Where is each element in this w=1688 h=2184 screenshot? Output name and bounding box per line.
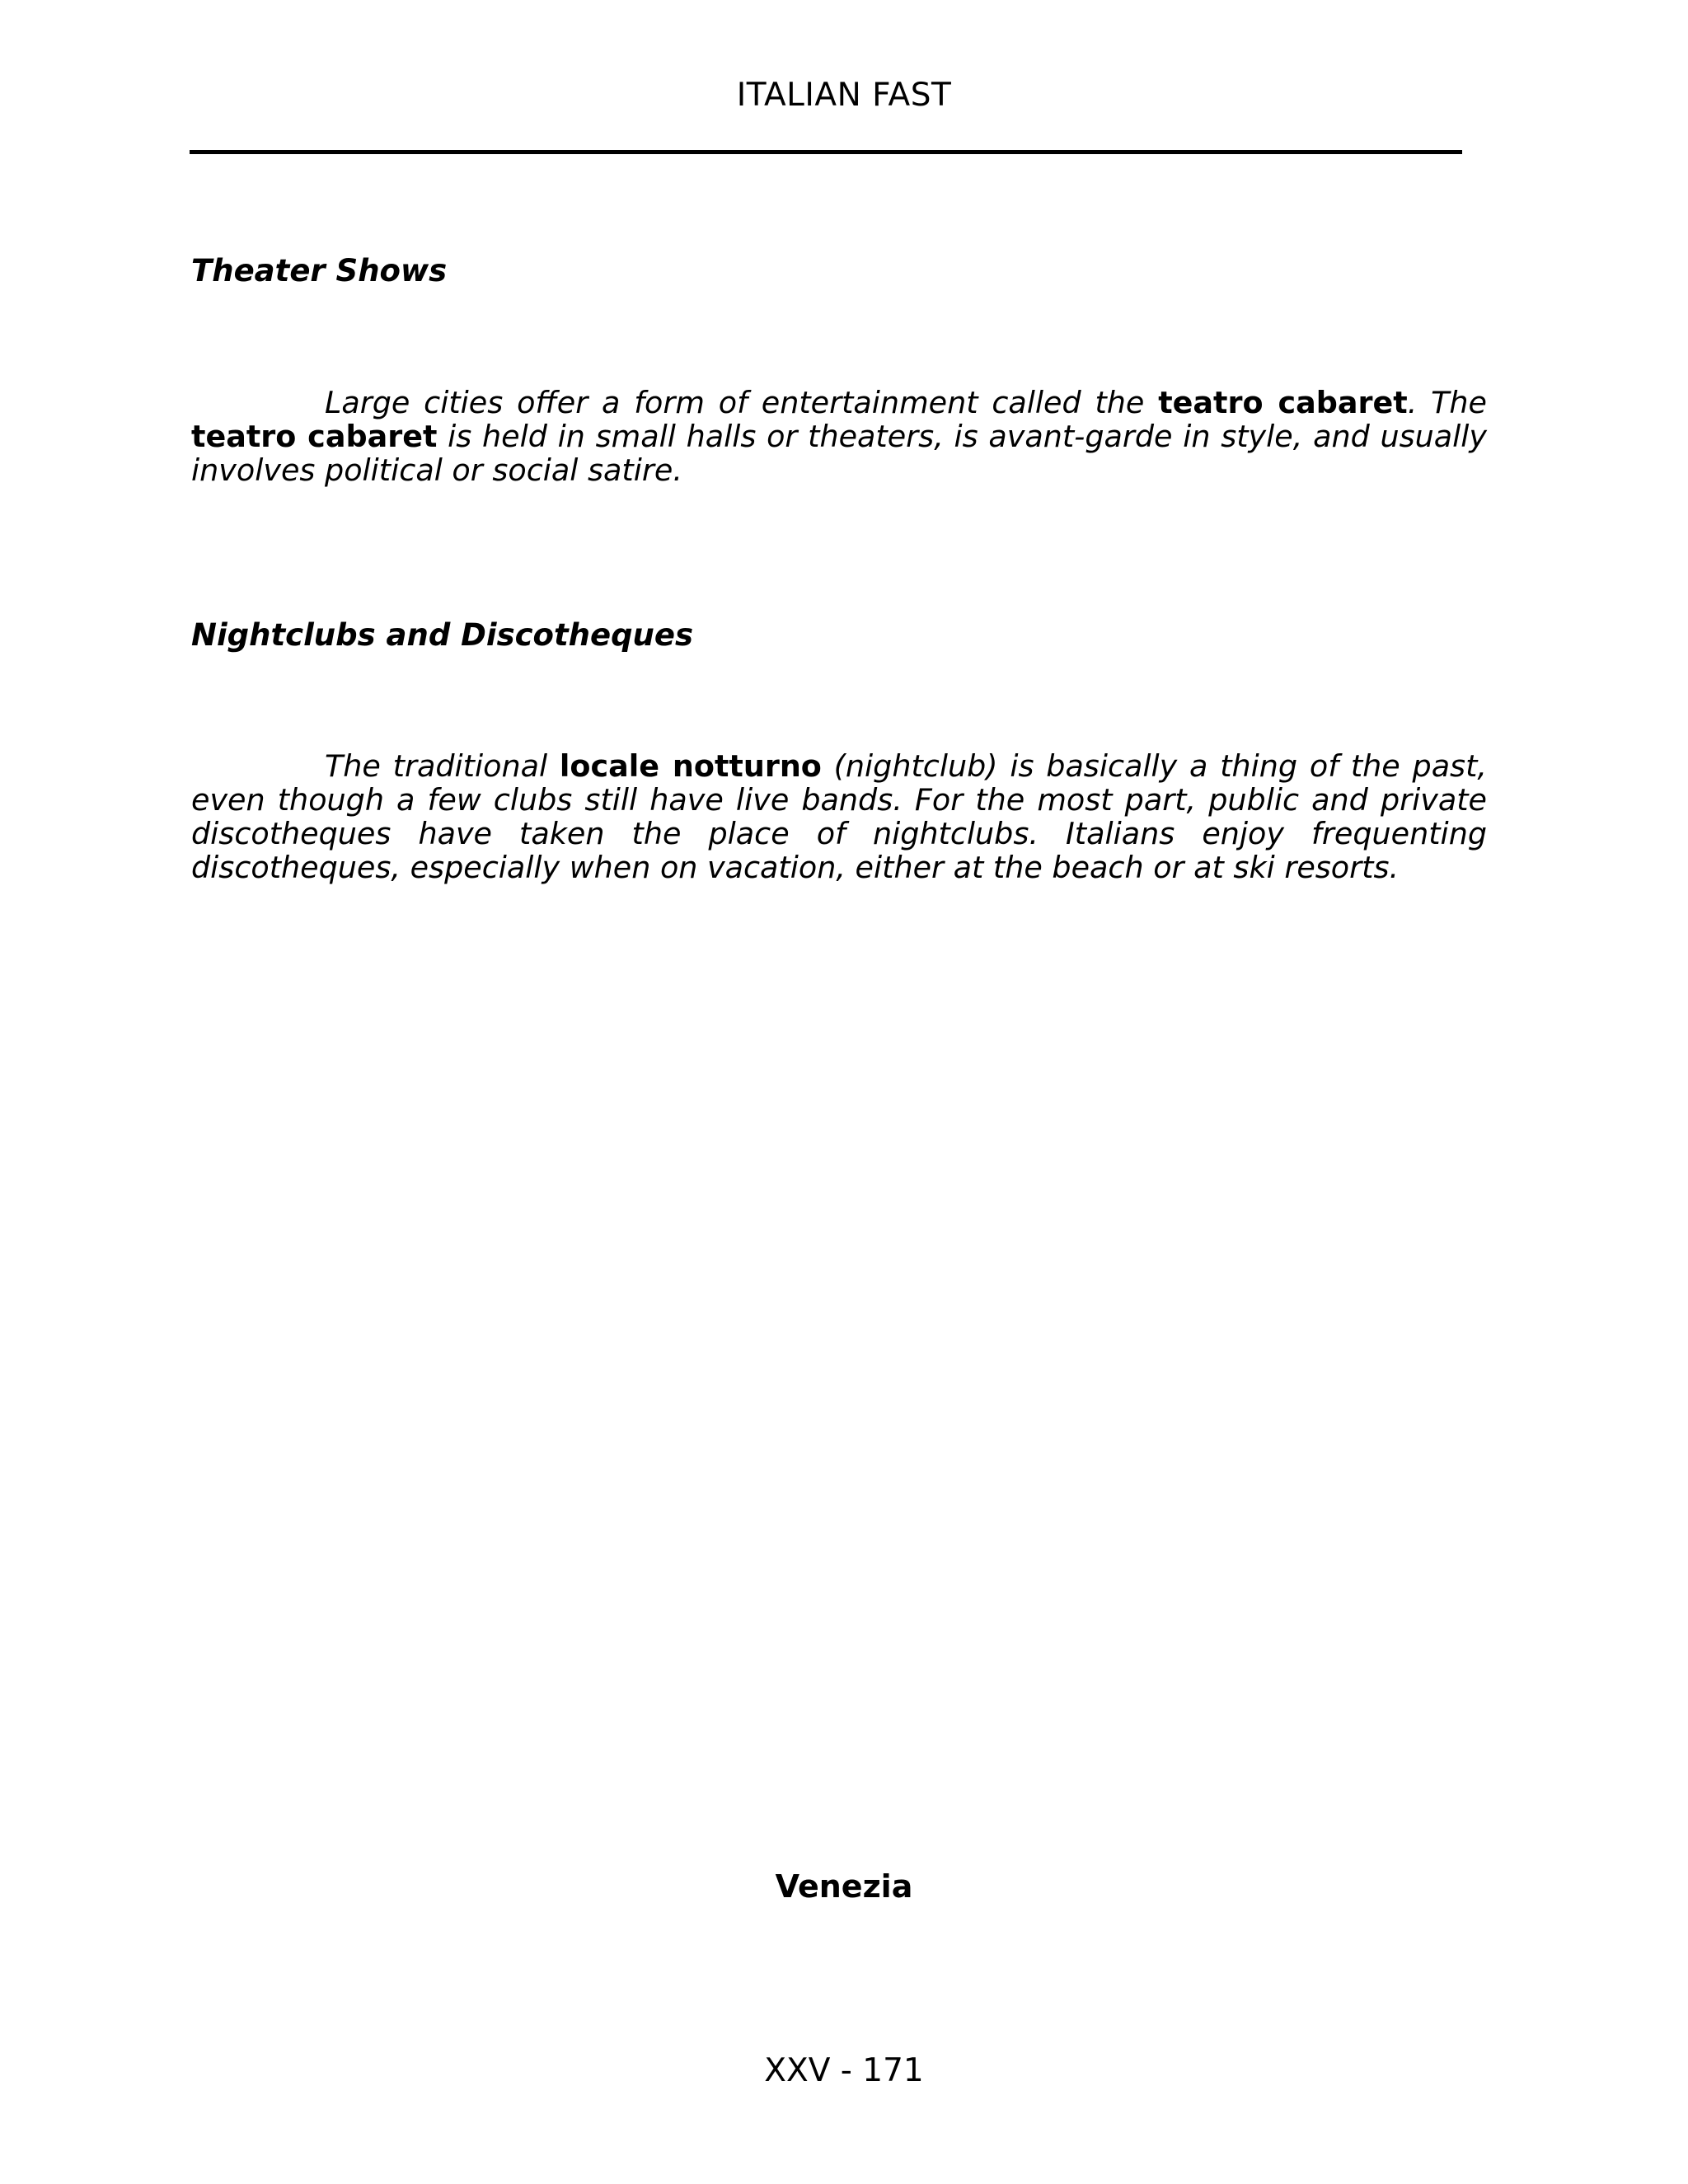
text-run: Large cities offer a form of entertainment called the xyxy=(325,385,1159,420)
header-divider xyxy=(190,150,1462,154)
term-teatro-cabaret: teatro cabaret xyxy=(191,419,438,454)
running-header: ITALIAN FAST xyxy=(736,77,952,114)
term-locale-notturno: locale notturno xyxy=(559,748,822,784)
term-teatro-cabaret: teatro cabaret xyxy=(1158,385,1408,420)
page-number: XXV - 171 xyxy=(764,2052,924,2089)
text-run: The traditional xyxy=(325,748,560,784)
section-heading-nightclubs: Nightclubs and Discotheques xyxy=(191,617,694,653)
section-heading-theater-shows: Theater Shows xyxy=(191,253,448,288)
text-run: (nightclub) is basically a thing of the past, even though a few clubs still have live bands. For the most part, public and private discotheques have taken the place of nightclubs. Italians enjoy frequenting discotheques, especially when on vacation, either at the beach or at ski resorts. xyxy=(191,748,1487,885)
paragraph-theater-shows xyxy=(191,386,1487,487)
text-run: is held in small halls or theaters, is avant-garde in style, and usually involves political or social satire. xyxy=(191,419,1487,488)
text-run: . The xyxy=(1407,385,1488,420)
caption-venezia: Venezia xyxy=(775,1868,913,1905)
paragraph-nightclubs xyxy=(191,749,1487,884)
